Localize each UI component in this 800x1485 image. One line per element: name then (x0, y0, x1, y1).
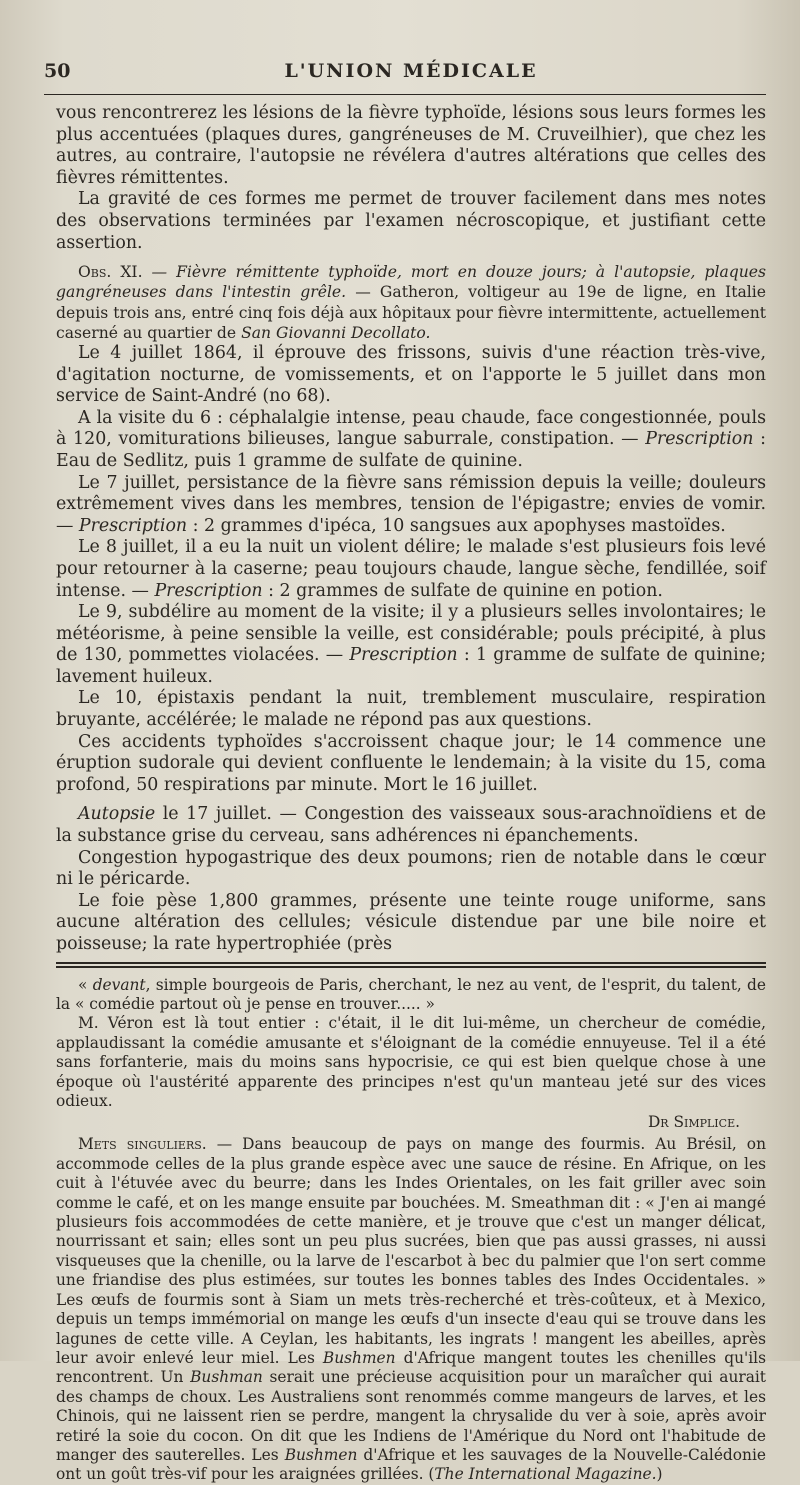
observation-intro: — Gatheron, voltigeur au 19e de ligne, en Italie depuis trois ans, entré cinq fois déjà aux hôpitaux pour fièvre intermittente, actuellement caserné au quartier de (56, 283, 766, 342)
header-rule (44, 94, 766, 95)
prescription-label: Prescription (154, 580, 263, 601)
running-head (44, 52, 766, 94)
feuilleton-divider (56, 962, 766, 968)
observation-place: San Giovanni Decollato. (241, 323, 431, 342)
prescription-label: Prescription (78, 515, 188, 536)
prescription-label: Prescription (349, 645, 458, 666)
paragraph: Le 10, épistaxis pendant la nuit, tremblement musculaire, respiration bruyante, accélérée; le malade ne répond pas aux questions. (56, 688, 766, 731)
autopsy-label: Autopsie (78, 804, 156, 825)
paragraph: Le 4 juillet 1864, il éprouve des frissons, suivis d'une réaction très-vive, d'agitation nocturne, de vomissements, et on l'apporte le 5 juillet dans mon service de Saint-André (no 68). (56, 342, 766, 407)
page-number: 50 (44, 60, 71, 82)
paragraph: Le 8 juillet, il a eu la nuit un violent délire; le malade s'est plusieurs fois levé pour retourner à la caserne; peau toujours chaude, langue sèche, fendillée, soif intense. — Prescription : 2 grammes de sulfate de quinine en potion. (56, 537, 766, 601)
observation-title: — Fièvre rémittente typhoïde, mort en douze jours; à l'autopsie, plaques gangréneuses dans l'intestin grêle. (56, 263, 766, 302)
journal-title: L'UNION MÉDICALE (284, 60, 538, 82)
paragraph: Le 9, subdélire au moment de la visite; il y a plusieurs selles involontaires; le météorisme, à peine sensible la veille, est considérable; pouls précipité, à plus de 130, pommettes violacées. — Prescription : 1 gramme de sulfate de quinine; lavement huileux. (56, 602, 766, 687)
paragraph: A la visite du 6 : céphalalgie intense, peau chaude, face congestionnée, pouls à 120, vomiturations bilieuses, langue saburrale, constipation. — Prescription : Eau de Sedlitz, puis 1 gramme de sulfate de quinine. (56, 407, 767, 471)
paragraph: Autopsie le 17 juillet. — Congestion des vaisseaux sous-arachnoïdiens et de la substance grise du cerveau, sans adhérences ni épanchements. (56, 804, 766, 847)
source-citation: The International Magazine. (434, 1465, 657, 1484)
paragraph: Mets singuliers. — Dans beaucoup de pays on mange des fourmis. Au Brésil, on accommode celles de la plus grande espèce avec une sauce de résine. En Afrique, on les cuit à l'étuvée avec du beurre; dans les Indes Orientales, on les fait griller avec soin comme le café, et on les mange ensuite par bouchées. M. Smeathman dit : « J'en ai mangé plusieurs fois accommodées de cette manière, et je trouve que c'est un manger délicat, nourrissant et sain; elles sont un peu plus sucrées, bien que pas aussi grasses, ni aussi visqueuses que la chenille, ou la larve de l'escarbot à bec du palmier que l'on sert comme une friandise des plus estimées, sur toutes les bonnes tables des Indes Occidentales. » Les œufs de fourmis sont à Siam un mets très-recherché et très-coûteux, et à Mexico, depuis un temps immémorial on mange les œufs d'un insecte d'eau qui se trouve dans les lagunes de cette ville. A Ceylan, les habitants, les ingrats ! mangent les abeilles, après leur avoir enlevé leur miel. Les Bushmen d'Afrique mangent toutes les chenilles qu'ils rencontrent. Un Bushman serait une précieuse acquisition pour un maraîcher qui aurait des champs de choux. Les Australiens sont renommés comme mangeurs de larves, et les Chinois, qui ne laissent rien se perdre, mangent la chrysalide du ver à soie, après avoir retiré la soie du cocon. On dit que les Indiens de l'Amérique du Nord ont l'habitude de manger des sauterelles. Les Bushmen d'Afrique et les sauvages de la Nouvelle-Calédonie ont un goût très-vif pour les araignées grillées. (The International Magazine.) (56, 1135, 766, 1484)
paragraph: « devant, simple bourgeois de Paris, cherchant, le nez au vent, de l'esprit, du talent, de la « comédie partout où je pense en trouver..... » (56, 975, 766, 1013)
paragraph: Le 7 juillet, persistance de la fièvre sans rémission depuis la veille; douleurs extrêmement vives dans les membres, tension de l'épigastre; envies de vomir. — Prescription : 2 grammes d'ipéca, 10 sangsues aux apophyses mastoïdes. (56, 472, 766, 536)
paragraph: M. Véron est là tout entier : c'était, il le dit lui-même, un chercheur de comédie, applaudissant la comédie amusante et s'éloignant de la comédie ennuyeuse. Tel il a été sans forfanterie, mais du moins sans hypocrisie, ce qui est bien quelque chose à une époque où l'austérité apparente des principes n'est qu'un manteau jeté sur des vices odieux. (56, 1014, 766, 1111)
paragraph: La gravité de ces formes me permet de trouver facilement dans mes notes des observations terminées par l'examen nécroscopique, et justifiant cette assertion. (56, 189, 766, 253)
paragraph: Congestion hypogastrique des deux poumons; rien de notable dans le cœur ni le péricarde. (56, 847, 766, 890)
observation-heading (56, 262, 766, 343)
observation-xi (56, 262, 766, 343)
section-label: Mets singuliers. (78, 1135, 207, 1154)
paragraph: vous rencontrerez les lésions de la fièvre typhoïde, lésions sous leurs formes les plus accentuées (plaques dures, gangréneuses de M. Cruveilhier), que chez les autres, au contraire, l'autopsie ne révélera d'autres altérations que celles des fièvres rémittentes. (56, 103, 766, 188)
signature: Dr Simplice. (647, 1113, 740, 1132)
paragraph: Ces accidents typhoïdes s'accroissent chaque jour; le 14 commence une éruption sudorale qui devient confluente le lendemain; à la visite du 15, coma profond, 50 respirations par minute. Mort le 16 juillet. (56, 731, 766, 795)
feuilleton (56, 976, 766, 1485)
prescription-label: Prescription (645, 429, 754, 450)
paragraph: Le foie pèse 1,800 grammes, présente une teinte rouge uniforme, sans aucune altération des cellules; vésicule distendue par une bile noire et poisseuse; la rate hypertrophiée (près (56, 890, 766, 954)
main-article (56, 103, 766, 956)
observation-label: Obs. XI. (78, 263, 143, 282)
